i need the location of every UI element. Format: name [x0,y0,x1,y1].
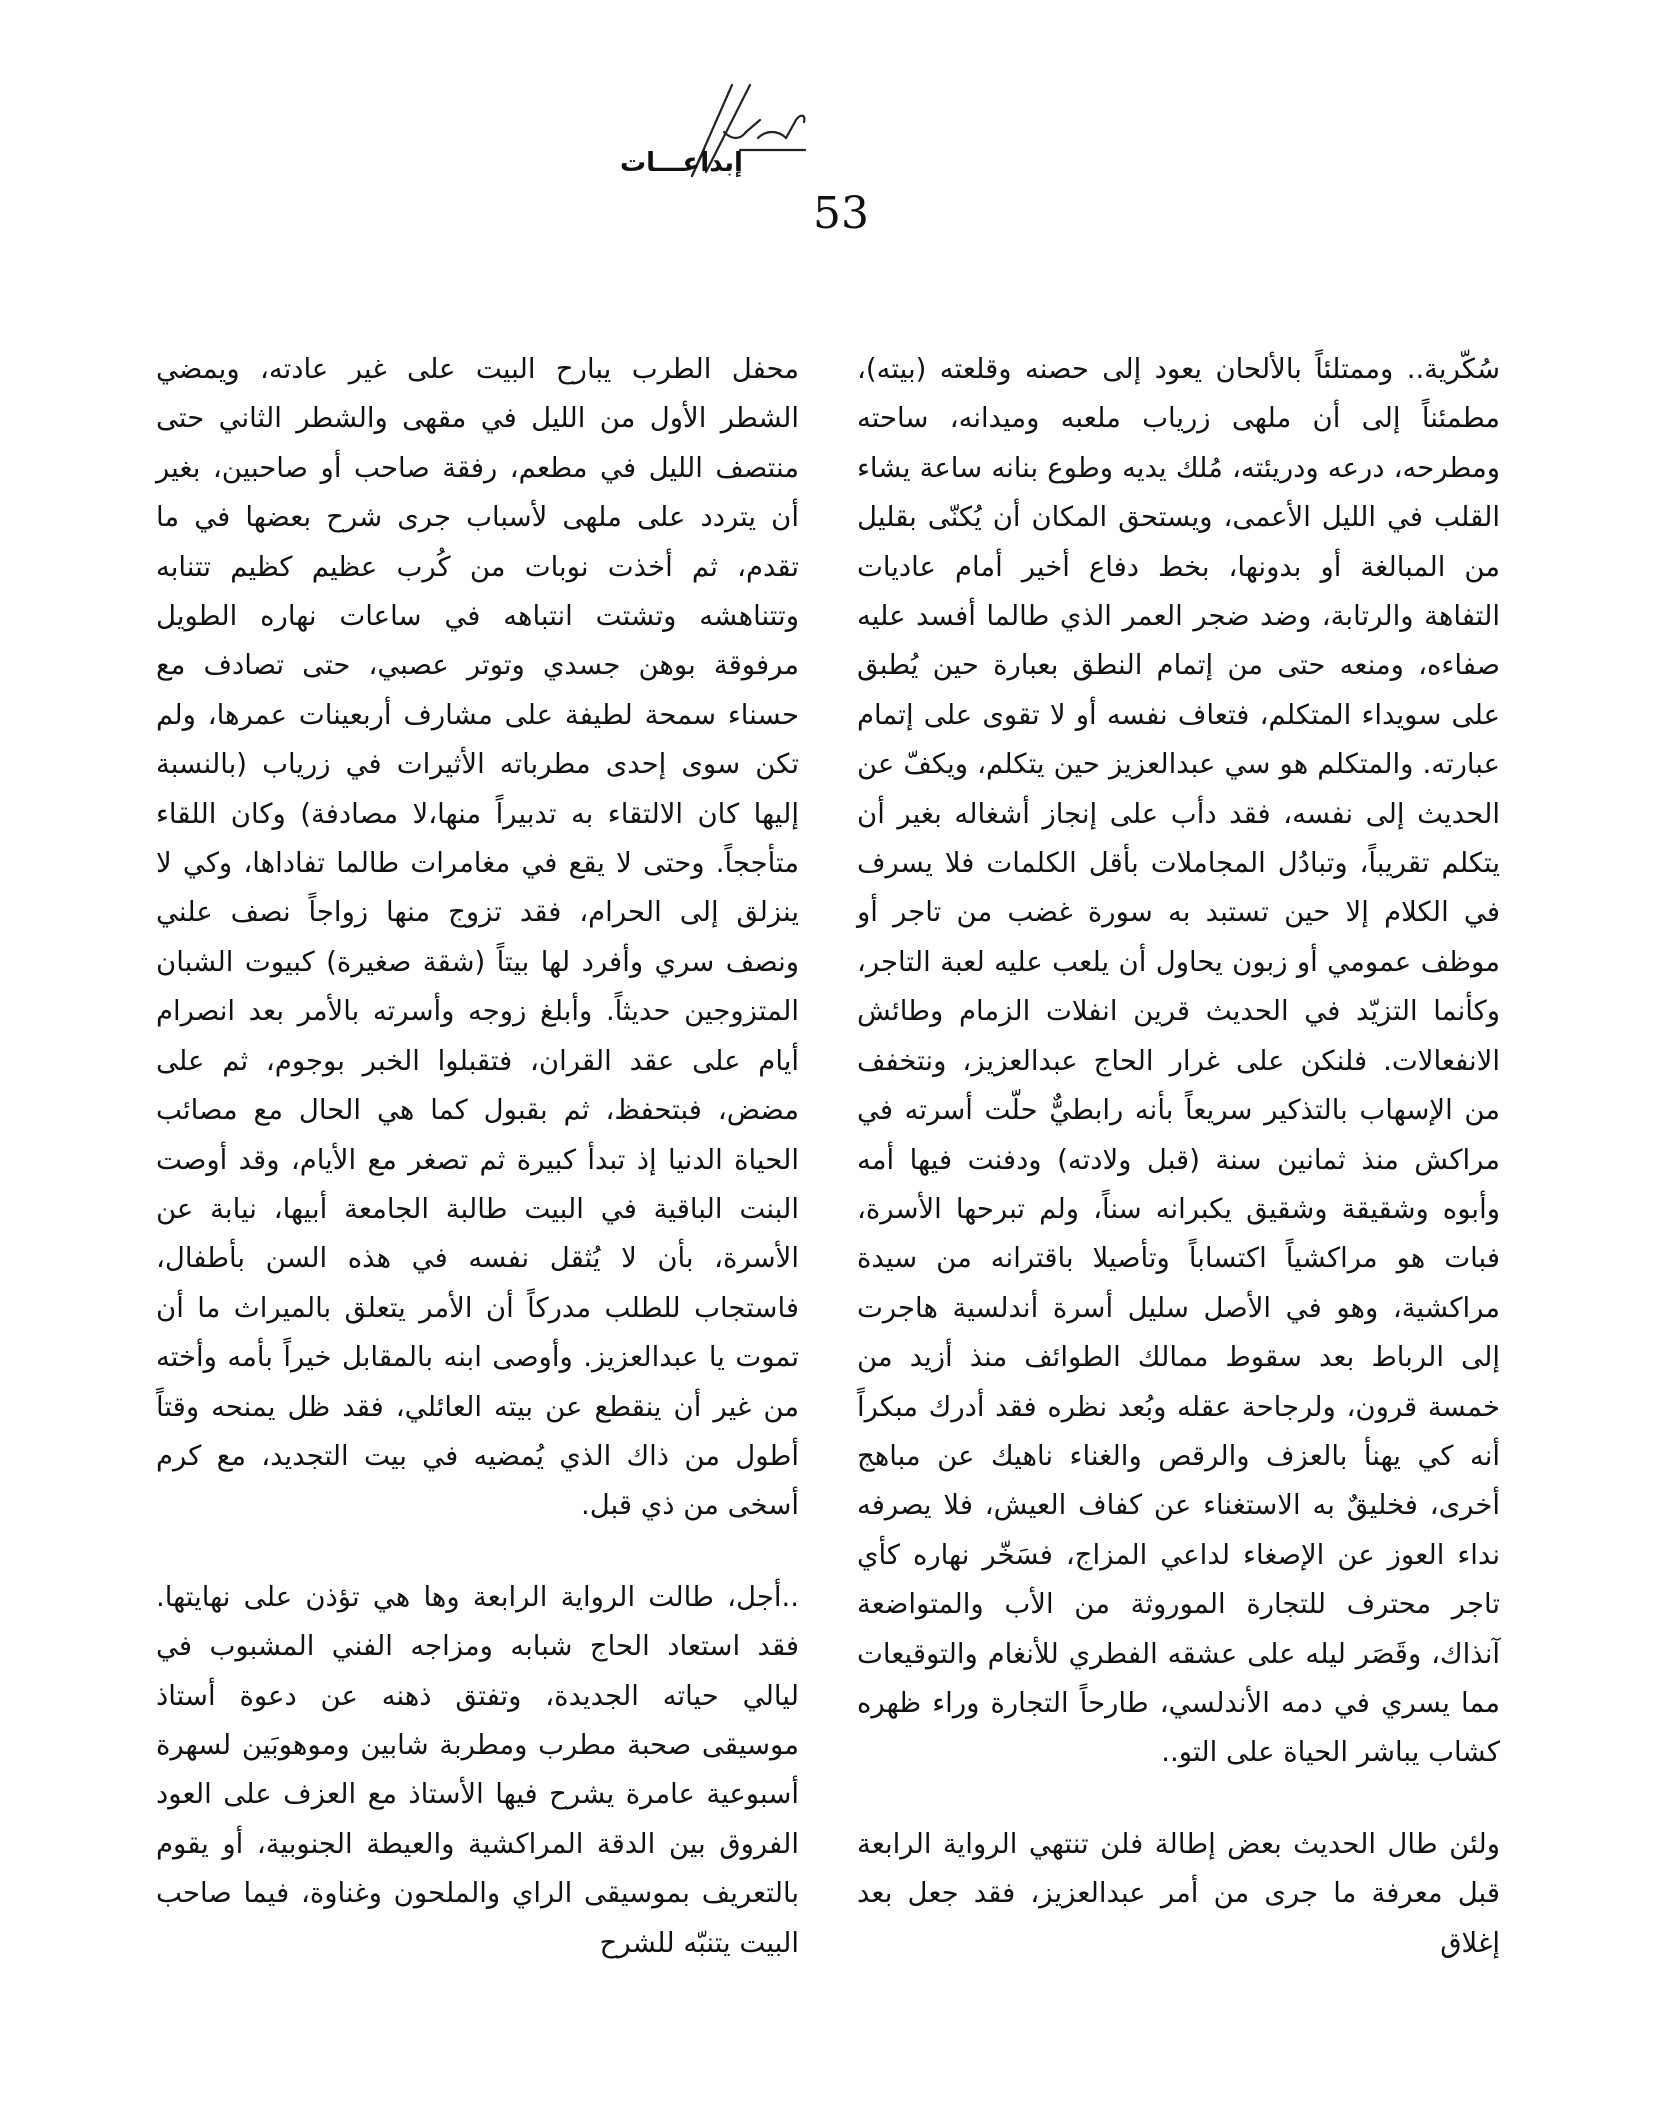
paragraph: سُكّرية.. وممتلئاً بالألحان يعود إلى حصنه وقلعته (بيته)، مطمئناً إلى أن ملهى زرياب ملعبه وميدانه، ساحته ومطرحه، درعه ودريئته، مُلك يديه وطوع بنانه ساعة يشاء القلب في الليل الأعمى، ويستحق المكان أن يُكنّى بقليل من المبالغة أو بدونها، بخط دفاع أخير أمام عاديات التفاهة والرتابة، وضد ضجر العمر الذي طالما أفسد عليه صفاءه، ومنعه حتى من إتمام النطق بعبارة حين يُطبق على سويداء المتكلم، فتعاف نفسه أو لا تقوى على إتمام عبارته. والمتكلم هو سي عبدالعزيز حين يتكلم، ويكفّ عن الحديث إلى نفسه، فقد دأب على إنجاز أشغاله بغير أن يتكلم تقريباً، وتبادُل المجاملات بأقل الكلمات فلا يسرف في الكلام إلا حين تستبد به سورة غضب من تاجر أو موظف عمومي أو زبون يحاول أن يلعب عليه لعبة التاجر، وكأنما التزيّد في الحديث قرين انفلات الزمام وطائش الانفعالات. فلنكن على غرار الحاج عبدالعزيز، ونتخفف من الإسهاب بالتذكير سريعاً بأنه رابطيٌّ حلّت أسرته في مراكش منذ ثمانين سنة (قبل ولادته) ودفنت فيها أمه وأبوه وشقيقة وشقيق يكبرانه سناً، ولم تبرحها الأسرة، فبات هو مراكشياً اكتساباً وتأصيلا باقترانه من سيدة مراكشية، وهو في الأصل سليل أسرة أندلسية هاجرت إلى الرباط بعد سقوط ممالك الطوائف منذ أزيد من خمسة قرون، ولرجاحة عقله وبُعد نظره فقد أدرك مبكراً أنه كي يهنأ بالعزف والرقص والغناء ناهيك عن مباهج أخرى، فخليقٌ به الاستغناء عن كفاف العيش، فلا يصرفه نداء العوز عن الإصغاء لداعي المزاج، فسَخّر نهاره كأي تاجر محترف للتجارة الموروثة من الأب والمتواضعة آنذاك، وقَصَر ليله على عشقه الفطري للأنغام والتوقيعات مما يسري في دمه الأندلسي، طارحاً التجارة وراء ظهره كشاب يباشر الحياة على التو.. [857,353,1500,1769]
paragraph: محفل الطرب يبارح البيت على غير عادته، ويمضي الشطر الأول من الليل في مقهى والشطر الثاني حتى منتصف الليل في مطعم، رفقة صاحب أو صاحبين، بغير أن يتردد على ملهى لأسباب جرى شرح بعضها في ما تقدم، ثم أخذت نوبات من كُرب عظيم كظيم تتنابه وتتناهشه وتشتت انتباهه في ساعات نهاره الطويل مرفوقة بوهن جسدي وتوتر عصبي، حتى تصادف مع حسناء سمحة لطيفة على مشارف أربعينات عمرها، ولم تكن سوى إحدى مطرباته الأثيرات في زرياب (بالنسبة إليها كان الالتقاء به تدبيراً منها،لا مصادفة) وكان اللقاء متأججاً. وحتى لا يقع في مغامرات طالما تفاداها، وكي لا ينزلق إلى الحرام، فقد تزوج منها زواجاً نصف علني ونصف سري وأفرد لها بيتاً (شقة صغيرة) كبيوت الشبان المتزوجين حديثاً. وأبلغ زوجه وأسرته بالأمر بعد انصرام أيام على عقد القران، فتقبلوا الخبر بوجوم، ثم على مضض، فبتحفظ، ثم بقبول كما هي الحال مع مصائب الحياة الدنيا إذ تبدأ كبيرة ثم تصغر مع الأيام، وقد أوصت البنت الباقية في البيت طالبة الجامعة أبيها، نيابة عن الأسرة، بأن لا يُثقل نفسه في هذه السن بأطفال، فاستجاب للطلب مدركاً أن الأمر يتعلق بالميراث ما أن تموت يا عبدالعزيز. وأوصى ابنه بالمقابل خيراً بأمه وأخته من غير أن ينقطع عن بيته العائلي، فقد ظل يمنحه وقتاً أطول من ذاك الذي يُمضيه في بيت التجديد، مع كرم أسخى من ذي قبل. [156,353,799,1522]
paragraph: ولئن طال الحديث بعض إطالة فلن تنتهي الرواية الرابعة قبل معرفة ما جرى من أمر عبدالعزيز، فقد جعل بعد إغلاق [857,1827,1500,1959]
page-header [600,80,1120,245]
section-label: إبداعـــات [620,148,743,178]
page-number: 53 [813,188,869,239]
text-column-right [857,345,1500,1968]
paragraph: ..أجل، طالت الرواية الرابعة وها هي تؤذن على نهايتها. فقد استعاد الحاج شبابه ومزاجه الفني المشبوب في ليالي حياته الجديدة، وتفتق ذهنه عن دعوة أستاذ موسيقى صحبة مطرب ومطربة شابين وموهوبَين لسهرة أسبوعية عامرة يشرح فيها الأستاذ مع العزف على العود الفروق بين الدقة المراكشية والعيطة الجنوبية، أو يقوم بالتعريف بموسيقى الراي والملحون وغناوة، فيما صاحب البيت يتنبّه للشرح [156,1580,799,1959]
text-column-left [156,345,799,1968]
